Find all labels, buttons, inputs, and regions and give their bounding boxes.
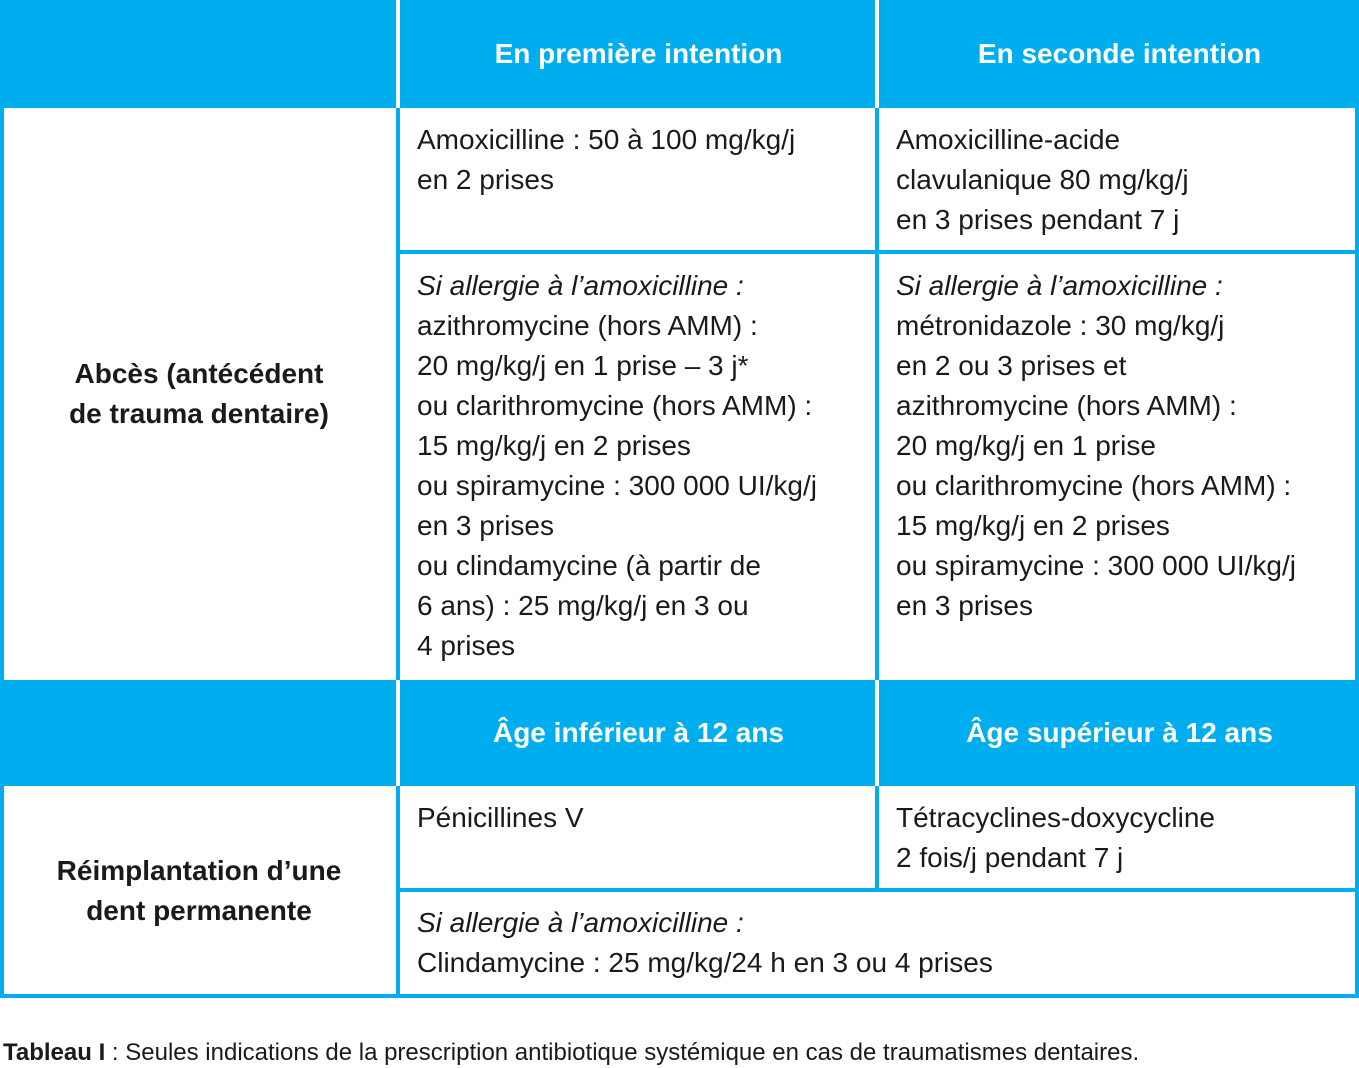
row-label-abces [0,108,398,680]
text-line: clavulanique 80 mg/kg/j [896,164,1189,195]
reimplant-allergy [400,893,1359,996]
text-line: Clindamycine : 25 mg/kg/24 h en 3 ou 4 prises [417,947,993,978]
reimplant-label-line1: Réimplantation d’une [56,855,342,886]
text-line: Pénicillines V [417,802,584,833]
abces-first-allergy [400,256,877,680]
text-line: azithromycine (hors AMM) : [896,390,1237,421]
text-line: azithromycine (hors AMM) : [417,310,758,341]
table-caption [3,1038,1139,1068]
text-line: Amoxicilline : 50 à 100 mg/kg/j [417,124,796,155]
divider-abces-rows [398,250,1359,254]
header-age-over-12: Âge supérieur à 12 ans [966,717,1273,748]
divider-col-1 [396,0,400,998]
text-line: ou spiramycine : 300 000 UI/kg/j [417,470,817,501]
allergy-title: Si allergie à l’amoxicilline : [417,907,744,938]
border-bottom [0,994,1359,998]
header-second-intention: En seconde intention [977,38,1262,69]
border-left [0,108,4,998]
header2-divider-b [875,680,879,786]
caption-text: : Seules indications de la prescription antibiotique systémique en cas de traumatismes dentaires. [105,1039,1140,1066]
text-line: en 2 prises [417,164,554,195]
text-line: ou clindamycine (à partir de [417,550,761,581]
header2-divider-a [396,680,400,786]
text-line: métronidazole : 30 mg/kg/j [896,310,1225,341]
text-line: ou spiramycine : 300 000 UI/kg/j [896,550,1296,581]
text-line: 20 mg/kg/j en 1 prise [896,430,1156,461]
text-line: en 2 ou 3 prises et [896,350,1127,381]
header-first-intention: En première intention [494,38,783,69]
reimplant-over-12 [879,788,1359,888]
caption-label: Tableau I [3,1039,106,1066]
allergy-title: Si allergie à l’amoxicilline : [417,270,744,301]
abces-second-allergy [879,256,1359,680]
abces-label-line2: de trauma dentaire) [69,398,329,429]
text-line: en 3 prises pendant 7 j [896,204,1180,235]
abces-first-standard [400,110,877,252]
text-line: ou clarithromycine (hors AMM) : [896,470,1292,501]
text-line: 6 ans) : 25 mg/kg/j en 3 ou [417,590,749,621]
text-line: en 3 prises [896,590,1033,621]
text-line: 20 mg/kg/j en 1 prise – 3 j* [417,350,749,381]
text-line: ou clarithromycine (hors AMM) : [417,390,813,421]
header-age-under-12: Âge inférieur à 12 ans [492,717,784,748]
abces-label-line1: Abcès (antécédent [74,358,324,389]
border-right [1355,108,1359,998]
allergy-title: Si allergie à l’amoxicilline : [896,270,1223,301]
header1-divider-a [396,0,400,108]
text-line: 4 prises [417,630,516,661]
header1-divider-b [875,0,879,108]
reimplant-under-12 [400,788,877,888]
text-line: 2 fois/j pendant 7 j [896,842,1124,873]
text-line: en 3 prises [417,510,554,541]
divider-reimplant-rows [398,888,1359,892]
text-line: 15 mg/kg/j en 2 prises [896,510,1170,541]
row-label-reimplantation [0,786,398,996]
text-line: Tétracyclines-doxycycline [896,802,1215,833]
text-line: Amoxicilline-acide [896,124,1121,155]
reimplant-label-line2: dent permanente [86,895,312,926]
text-line: 15 mg/kg/j en 2 prises [417,430,691,461]
abces-second-standard [879,110,1359,252]
